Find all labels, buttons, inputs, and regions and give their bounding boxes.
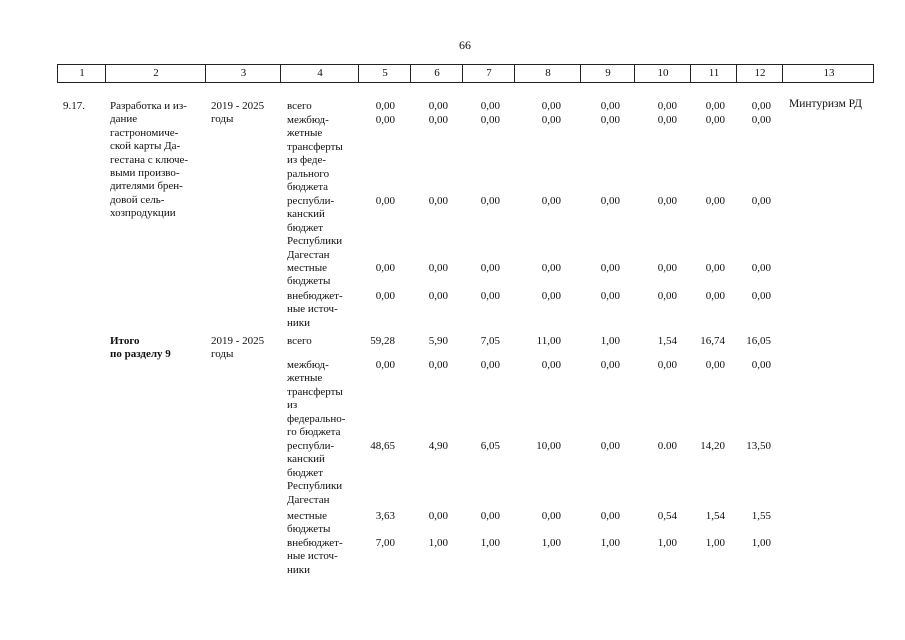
amount-cell: 0,54	[657, 510, 677, 522]
amount-cell: 0,00	[375, 100, 395, 112]
amount-cell: 0,00	[375, 290, 395, 302]
header-divider	[580, 65, 581, 82]
header-divider	[462, 65, 463, 82]
amount-cell: 0,00	[541, 290, 561, 302]
item-executor: Минтуризм РД	[789, 98, 862, 110]
funding-source-label: всего	[287, 335, 312, 347]
amount-cell: 4,90	[428, 440, 448, 452]
amount-cell: 13,50	[746, 440, 771, 452]
amount-cell: 0,00	[541, 359, 561, 371]
amount-cell: 0,00	[600, 440, 620, 452]
funding-source-label: всего	[287, 100, 312, 112]
header-divider	[782, 65, 783, 82]
amount-cell: 1,00	[428, 537, 448, 549]
header-divider	[410, 65, 411, 82]
amount-cell: 0,00	[751, 114, 771, 126]
amount-cell: 0,00	[375, 114, 395, 126]
amount-cell: 0,00	[541, 195, 561, 207]
header-col-7: 7	[486, 67, 492, 79]
header-col-6: 6	[434, 67, 440, 79]
header-divider	[736, 65, 737, 82]
amount-cell: 0,00	[705, 100, 725, 112]
amount-cell: 0,00	[751, 262, 771, 274]
amount-cell: 0,00	[428, 290, 448, 302]
amount-cell: 0,00	[657, 100, 677, 112]
header-divider	[514, 65, 515, 82]
amount-cell: 16,74	[700, 335, 725, 347]
amount-cell: 1,00	[600, 537, 620, 549]
header-col-12: 12	[754, 67, 766, 79]
header-col-11: 11	[708, 67, 720, 79]
page-number: 66	[459, 38, 471, 52]
amount-cell: 0,00	[375, 359, 395, 371]
amount-cell: 0,00	[480, 100, 500, 112]
amount-cell: 0,00	[428, 359, 448, 371]
amount-cell: 0,00	[751, 195, 771, 207]
amount-cell: 0,00	[541, 114, 561, 126]
table-header-row	[57, 64, 874, 83]
amount-cell: 59,28	[370, 335, 395, 347]
amount-cell: 1,00	[600, 335, 620, 347]
amount-cell: 0,00	[751, 100, 771, 112]
header-col-9: 9	[605, 67, 611, 79]
amount-cell: 1,55	[751, 510, 771, 522]
amount-cell: 0,00	[428, 100, 448, 112]
header-divider	[358, 65, 359, 82]
section-total-label: Итого по разделу 9	[110, 335, 171, 361]
amount-cell: 0,00	[428, 510, 448, 522]
header-col-13: 13	[823, 67, 835, 79]
amount-cell: 5,90	[428, 335, 448, 347]
funding-source-label: республи- канский бюджет Республики Дагестан	[287, 195, 343, 261]
funding-source-label: республи- канский бюджет Республики Дагестан	[287, 440, 343, 506]
amount-cell: 0,00	[751, 359, 771, 371]
header-divider	[205, 65, 206, 82]
amount-cell: 1,00	[541, 537, 561, 549]
amount-cell: 0,00	[657, 359, 677, 371]
amount-cell: 0,00	[600, 114, 620, 126]
amount-cell: 7,00	[375, 537, 395, 549]
amount-cell: 0,00	[600, 195, 620, 207]
amount-cell: 0,00	[705, 195, 725, 207]
item-name: Разработка и из- дание гастрономиче- ской карты Да- гестана с ключе- выми произво- дителями брен- довой сель- хозпродукции	[110, 100, 189, 220]
funding-source-label: межбюд- жетные трансферты из феде- рального бюджета	[287, 114, 343, 194]
section-total-period: 2019 - 2025 годы	[211, 335, 265, 361]
item-period: 2019 - 2025 годы	[211, 100, 265, 126]
amount-cell: 0,00	[657, 195, 677, 207]
header-col-2: 2	[153, 67, 159, 79]
amount-cell: 7,05	[480, 335, 500, 347]
amount-cell: 0,00	[428, 114, 448, 126]
amount-cell: 0,00	[480, 510, 500, 522]
amount-cell: 0,00	[541, 100, 561, 112]
amount-cell: 0,00	[375, 262, 395, 274]
amount-cell: 0,00	[480, 290, 500, 302]
amount-cell: 10,00	[536, 440, 561, 452]
amount-cell: 1,00	[751, 537, 771, 549]
funding-source-label: местные бюджеты	[287, 510, 331, 536]
funding-source-label: местные бюджеты	[287, 262, 331, 288]
amount-cell: 0,00	[657, 114, 677, 126]
amount-cell: 0,00	[657, 290, 677, 302]
amount-cell: 0,00	[751, 290, 771, 302]
header-col-3: 3	[240, 67, 247, 79]
header-col-4: 4	[317, 67, 323, 79]
amount-cell: 16,05	[746, 335, 771, 347]
amount-cell: 0,00	[375, 195, 395, 207]
amount-cell: 0,00	[600, 262, 620, 274]
amount-cell: 0,00	[480, 195, 500, 207]
header-col-5: 5	[382, 67, 388, 79]
amount-cell: 0,00	[600, 290, 620, 302]
amount-cell: 0,00	[600, 359, 620, 371]
amount-cell: 0,00	[480, 114, 500, 126]
amount-cell: 0,00	[705, 114, 725, 126]
amount-cell: 11,00	[536, 335, 561, 347]
amount-cell: 0,00	[705, 290, 725, 302]
amount-cell: 0,00	[705, 262, 725, 274]
amount-cell: 0,00	[428, 195, 448, 207]
header-col-8: 8	[545, 67, 551, 79]
header-divider	[634, 65, 635, 82]
amount-cell: 1,00	[657, 537, 677, 549]
header-col-10: 10	[657, 67, 669, 79]
funding-source-label: внебюджет- ные источ- ники	[287, 290, 343, 329]
amount-cell: 0,00	[541, 510, 561, 522]
amount-cell: 1,54	[705, 510, 725, 522]
amount-cell: 48,65	[370, 440, 395, 452]
amount-cell: 0,00	[600, 510, 620, 522]
amount-cell: 0,00	[600, 100, 620, 112]
amount-cell: 6,05	[480, 440, 500, 452]
amount-cell: 1,00	[480, 537, 500, 549]
funding-source-label: межбюд- жетные трансферты из федерально- го бюджета	[287, 359, 346, 439]
item-number: 9.17.	[63, 100, 85, 112]
funding-source-label: внебюджет- ные источ- ники	[287, 537, 343, 576]
amount-cell: 0,00	[541, 262, 561, 274]
amount-cell: 0,00	[657, 262, 677, 274]
amount-cell: 1,00	[705, 537, 725, 549]
header-divider	[105, 65, 106, 82]
amount-cell: 0,00	[705, 359, 725, 371]
header-divider	[280, 65, 281, 82]
amount-cell: 0,00	[480, 359, 500, 371]
amount-cell: 3,63	[375, 510, 395, 522]
amount-cell: 0.00	[657, 440, 677, 452]
amount-cell: 1,54	[657, 335, 677, 347]
amount-cell: 14,20	[700, 440, 725, 452]
amount-cell: 0,00	[480, 262, 500, 274]
header-divider	[690, 65, 691, 82]
amount-cell: 0,00	[428, 262, 448, 274]
header-col-1: 1	[79, 67, 85, 79]
